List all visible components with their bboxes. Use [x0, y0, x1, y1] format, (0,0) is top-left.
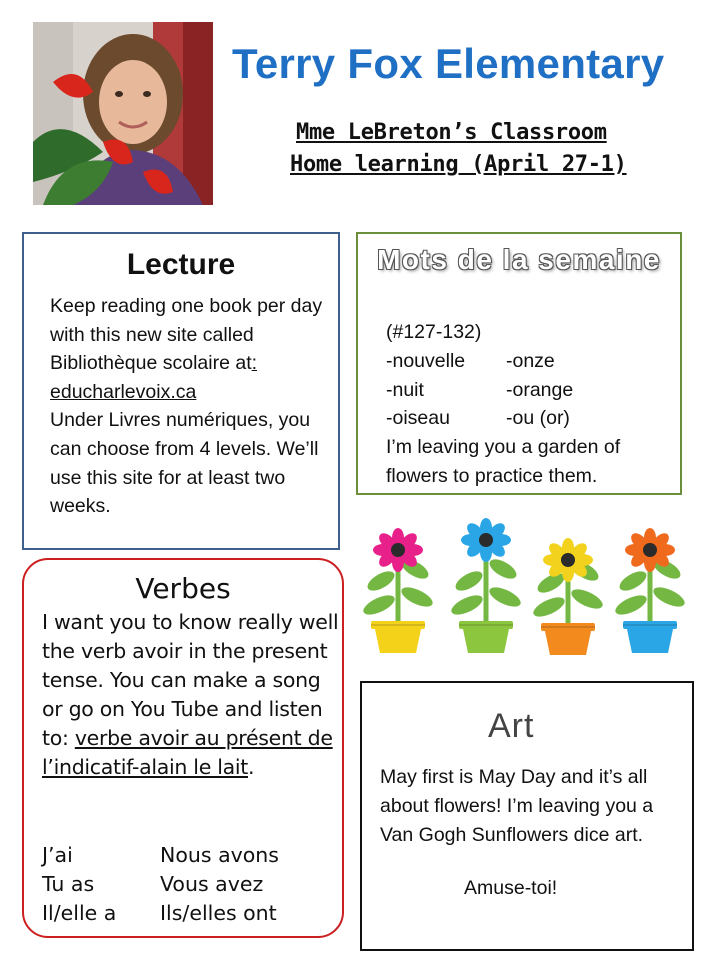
flower-center	[479, 533, 493, 547]
verbe-avoir-video-link[interactable]: verbe avoir au présent de l’indicatif-alain le lait	[42, 726, 333, 780]
leaf-icon	[449, 591, 486, 618]
leaf-icon	[531, 593, 568, 620]
lecture-panel	[22, 232, 340, 550]
leaf-icon	[453, 567, 486, 594]
verbes-text	[42, 608, 342, 783]
art-title: Art	[488, 707, 535, 745]
word-row	[386, 404, 676, 433]
flowers-svg	[358, 513, 702, 663]
lecture-title: Lecture	[126, 248, 236, 281]
leaf-icon	[365, 567, 398, 594]
flower-pot	[375, 629, 421, 653]
flower-pot-shadow	[371, 624, 425, 626]
conjugation-singular: Il/elle a	[42, 901, 117, 925]
art-text: May first is May Day and it’s all about flowers! I’m leaving you a Van Gogh Sunflowers dice art.	[380, 766, 654, 846]
conjugation-plural: Ils/elles ont	[160, 901, 277, 925]
conjugation-plural: Nous avons	[160, 843, 279, 867]
flower-center	[561, 553, 575, 567]
flower-pot-shadow	[623, 624, 677, 626]
teacher-photo	[33, 22, 213, 205]
mots-range: (#127-132)	[386, 321, 482, 343]
home-learning-subtitle: Home learning (April 27-1)	[290, 152, 627, 177]
art-panel	[360, 681, 694, 951]
flower-pot	[545, 631, 591, 655]
art-closing: Amuse-toi!	[464, 877, 558, 899]
flower-center	[391, 543, 405, 557]
verbes-text-intro: I want you to know really well the verb avoir in the present tense. You can make a song or go on You Tube and listen to:	[42, 610, 339, 751]
flower-pot-shadow	[541, 626, 595, 628]
word-row	[386, 376, 676, 405]
flower-center	[643, 543, 657, 557]
conjugation-row	[42, 841, 342, 870]
classroom-title: Mme LeBreton’s Classroom	[296, 120, 607, 145]
lecture-text-intro: Keep reading one book per day with this new site called Bibliothèque scolaire at	[50, 295, 323, 375]
flower-pot-shadow	[459, 624, 513, 626]
leaf-icon	[569, 585, 606, 612]
flower-pot	[627, 629, 673, 653]
flower-pot	[463, 629, 509, 653]
flower-pots-illustration	[358, 513, 702, 663]
conjugation-row	[42, 899, 342, 928]
leaf-icon	[487, 583, 524, 610]
word: -onze	[506, 349, 555, 372]
leaf-icon	[651, 583, 688, 610]
conjugation-singular: J’ai	[42, 843, 73, 867]
word: -ou (or)	[506, 407, 570, 430]
verbes-panel	[22, 558, 344, 938]
word: -oiseau	[386, 407, 450, 430]
leaf-icon	[617, 567, 650, 594]
leaf-icon	[399, 583, 436, 610]
mots-title: Mots de la semaine	[377, 244, 661, 275]
verbes-text-end: .	[248, 755, 255, 780]
conjugation-singular: Tu as	[42, 872, 95, 896]
lecture-text-instructions: Under Livres numériques, you can choose from 4 levels. We’ll use this site for at least two weeks.	[50, 409, 319, 518]
word: -orange	[506, 378, 574, 401]
mots-text	[386, 318, 676, 491]
verbes-title: Verbes	[135, 572, 231, 605]
lecture-text	[50, 292, 330, 521]
mots-panel	[356, 232, 682, 495]
word: -nouvelle	[386, 349, 466, 372]
leaf-icon	[487, 555, 520, 582]
leaf-icon	[613, 591, 650, 618]
word-row	[386, 347, 676, 376]
conjugation-plural: Vous avez	[160, 872, 264, 896]
conjugation-row	[42, 870, 342, 899]
leaf-icon	[361, 591, 398, 618]
word: -nuit	[386, 378, 424, 401]
mots-note: I’m leaving you a garden of flowers to practice them.	[386, 436, 621, 487]
educharlevoix-link[interactable]: : educharlevoix.ca	[50, 352, 258, 403]
conjugation-table	[42, 841, 342, 928]
school-title: Terry Fox Elementary	[232, 40, 665, 87]
